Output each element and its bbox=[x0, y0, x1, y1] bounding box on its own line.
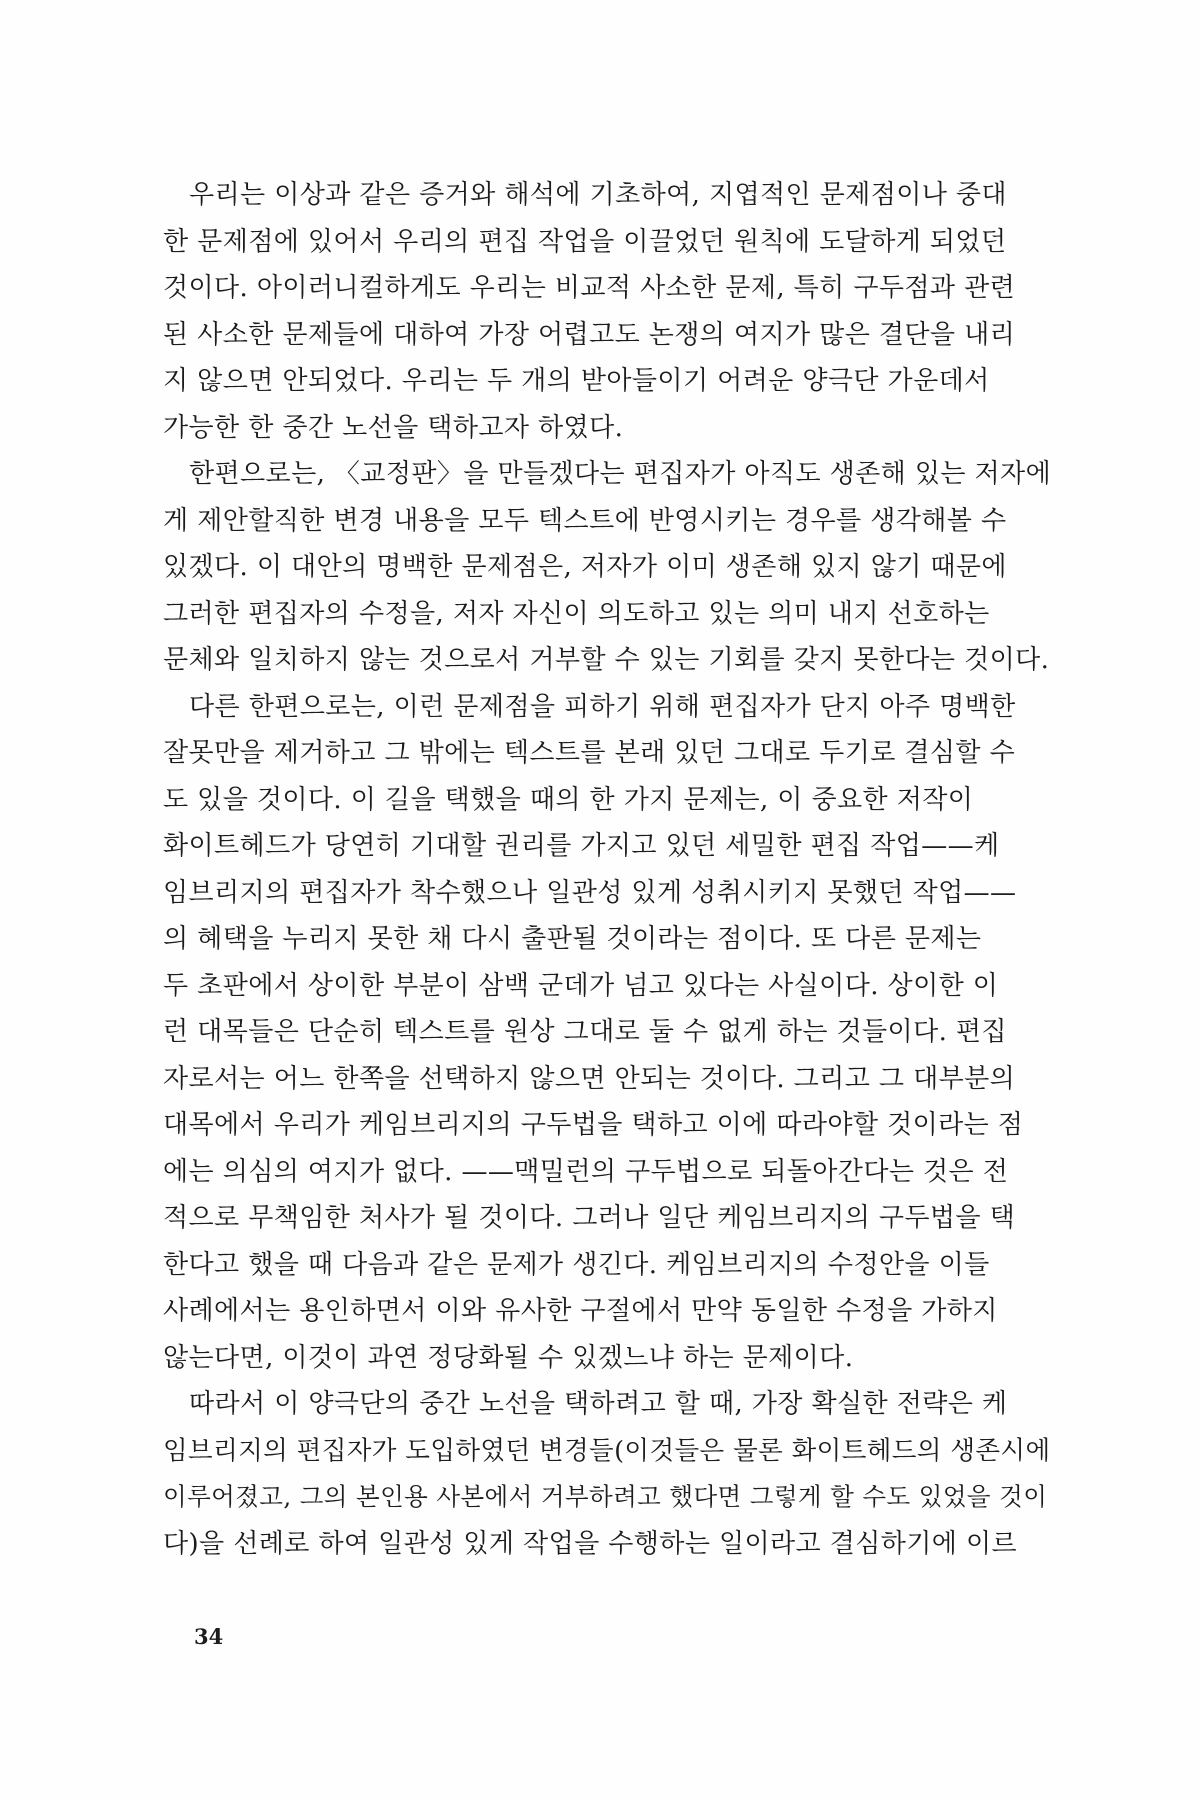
text-line: 에는 의심의 여지가 없다. ——맥밀런의 구두법으로 되돌아간다는 것은 전 bbox=[163, 1156, 1009, 1187]
text-line: 의 혜택을 누리지 못한 채 다시 출판될 것이라는 점이다. 또 다른 문제는 bbox=[163, 924, 982, 954]
text-line: 된 사소한 문제들에 대하여 가장 어렵고도 논쟁의 여지가 많은 결단을 내리 bbox=[163, 319, 1016, 350]
text-line: 이루어졌고, 그의 본인용 사본에서 거부하려고 했다면 그렇게 할 수도 있었을 것이 bbox=[163, 1482, 1048, 1511]
text-line: 것이다. 아이러니컬하게도 우리는 비교적 사소한 문제, 특히 구두점과 관련 bbox=[163, 273, 1016, 303]
text-line: 게 제안할직한 변경 내용을 모두 텍스트에 반영시키는 경우를 생각해볼 수 bbox=[163, 505, 1007, 536]
text-line: 않는다면, 이것이 과연 정당화될 수 있겠느냐 하는 문제이다. bbox=[163, 1342, 854, 1373]
text-line: 사례에서는 용인하면서 이와 유사한 구절에서 만약 동일한 수정을 가하지 bbox=[163, 1296, 998, 1326]
text-line: 런 대목들은 단순히 텍스트를 원상 그대로 둘 수 없게 하는 것들이다. 편집 bbox=[163, 1017, 1007, 1047]
text-line: 도 있을 것이다. 이 길을 택했을 때의 한 가지 문제는, 이 중요한 저작이 bbox=[163, 784, 974, 815]
text-line: 지 않으면 안되었다. 우리는 두 개의 받아들이기 어려운 양극단 가운데서 bbox=[163, 366, 990, 396]
text-line: 가능한 한 중간 노선을 택하고자 하였다. bbox=[163, 412, 624, 443]
text-line: 두 초판에서 상이한 부분이 삼백 군데가 넘고 있다는 사실이다. 상이한 이 bbox=[163, 970, 999, 1001]
paragraph-4 bbox=[163, 1381, 1063, 1567]
text-line: 다)을 선례로 하여 일관성 있게 작업을 수행하는 일이라고 결심하기에 이르 bbox=[163, 1528, 1018, 1559]
text-line: 다른 한편으로는, 이런 문제점을 피하기 위해 편집자가 단지 아주 명백한 bbox=[189, 691, 1016, 722]
text-line: 문체와 일치하지 않는 것으로서 거부할 수 있는 기회를 갖지 못한다는 것이다. bbox=[163, 645, 1050, 675]
text-line: 한다고 했을 때 다음과 같은 문제가 생긴다. 케임브리지의 수정안을 이들 bbox=[163, 1249, 990, 1280]
body-text bbox=[163, 172, 1063, 1567]
text-line: 대목에서 우리가 케임브리지의 구두법을 택하고 이에 따라야할 것이라는 점 bbox=[163, 1110, 1024, 1140]
page-number: 34 bbox=[194, 1624, 224, 1649]
paragraph-3 bbox=[163, 684, 1063, 1382]
text-line: 한 문제점에 있어서 우리의 편집 작업을 이끌었던 원칙에 도달하게 되었던 bbox=[163, 226, 1007, 257]
text-line: 한편으로는, 〈교정판〉을 만들겠다는 편집자가 아직도 생존해 있는 저자에 bbox=[189, 459, 1052, 489]
text-line: 임브리지의 편집자가 착수했으나 일관성 있게 성취시키지 못했던 작업—— bbox=[163, 877, 1017, 908]
text-line: 화이트헤드가 당연히 기대할 권리를 가지고 있던 세밀한 편집 작업——케 bbox=[163, 831, 1000, 861]
text-line: 적으로 무책임한 처사가 될 것이다. 그러나 일단 케임브리지의 구두법을 택 bbox=[163, 1203, 1016, 1233]
text-line: 임브리지의 편집자가 도입하였던 변경들(이것들은 물론 화이트헤드의 생존시에 bbox=[163, 1435, 1051, 1466]
paragraph-1 bbox=[163, 172, 1063, 451]
text-line: 자로서는 어느 한쪽을 선택하지 않으면 안되는 것이다. 그리고 그 대부분의 bbox=[163, 1063, 1016, 1094]
text-line: 있겠다. 이 대안의 명백한 문제점은, 저자가 이미 생존해 있지 않기 때문에 bbox=[163, 552, 1007, 582]
text-line: 따라서 이 양극단의 중간 노선을 택하려고 할 때, 가장 확실한 전략은 케 bbox=[189, 1389, 1008, 1419]
text-line: 그러한 편집자의 수정을, 저자 자신이 의도하고 있는 의미 내지 선호하는 bbox=[163, 598, 990, 629]
paragraph-2 bbox=[163, 451, 1063, 684]
text-line: 잘못만을 제거하고 그 밖에는 텍스트를 본래 있던 그대로 두기로 결심할 수 bbox=[163, 738, 1016, 768]
text-line: 우리는 이상과 같은 증거와 해석에 기초하여, 지엽적인 문제점이나 중대 bbox=[189, 180, 1007, 210]
